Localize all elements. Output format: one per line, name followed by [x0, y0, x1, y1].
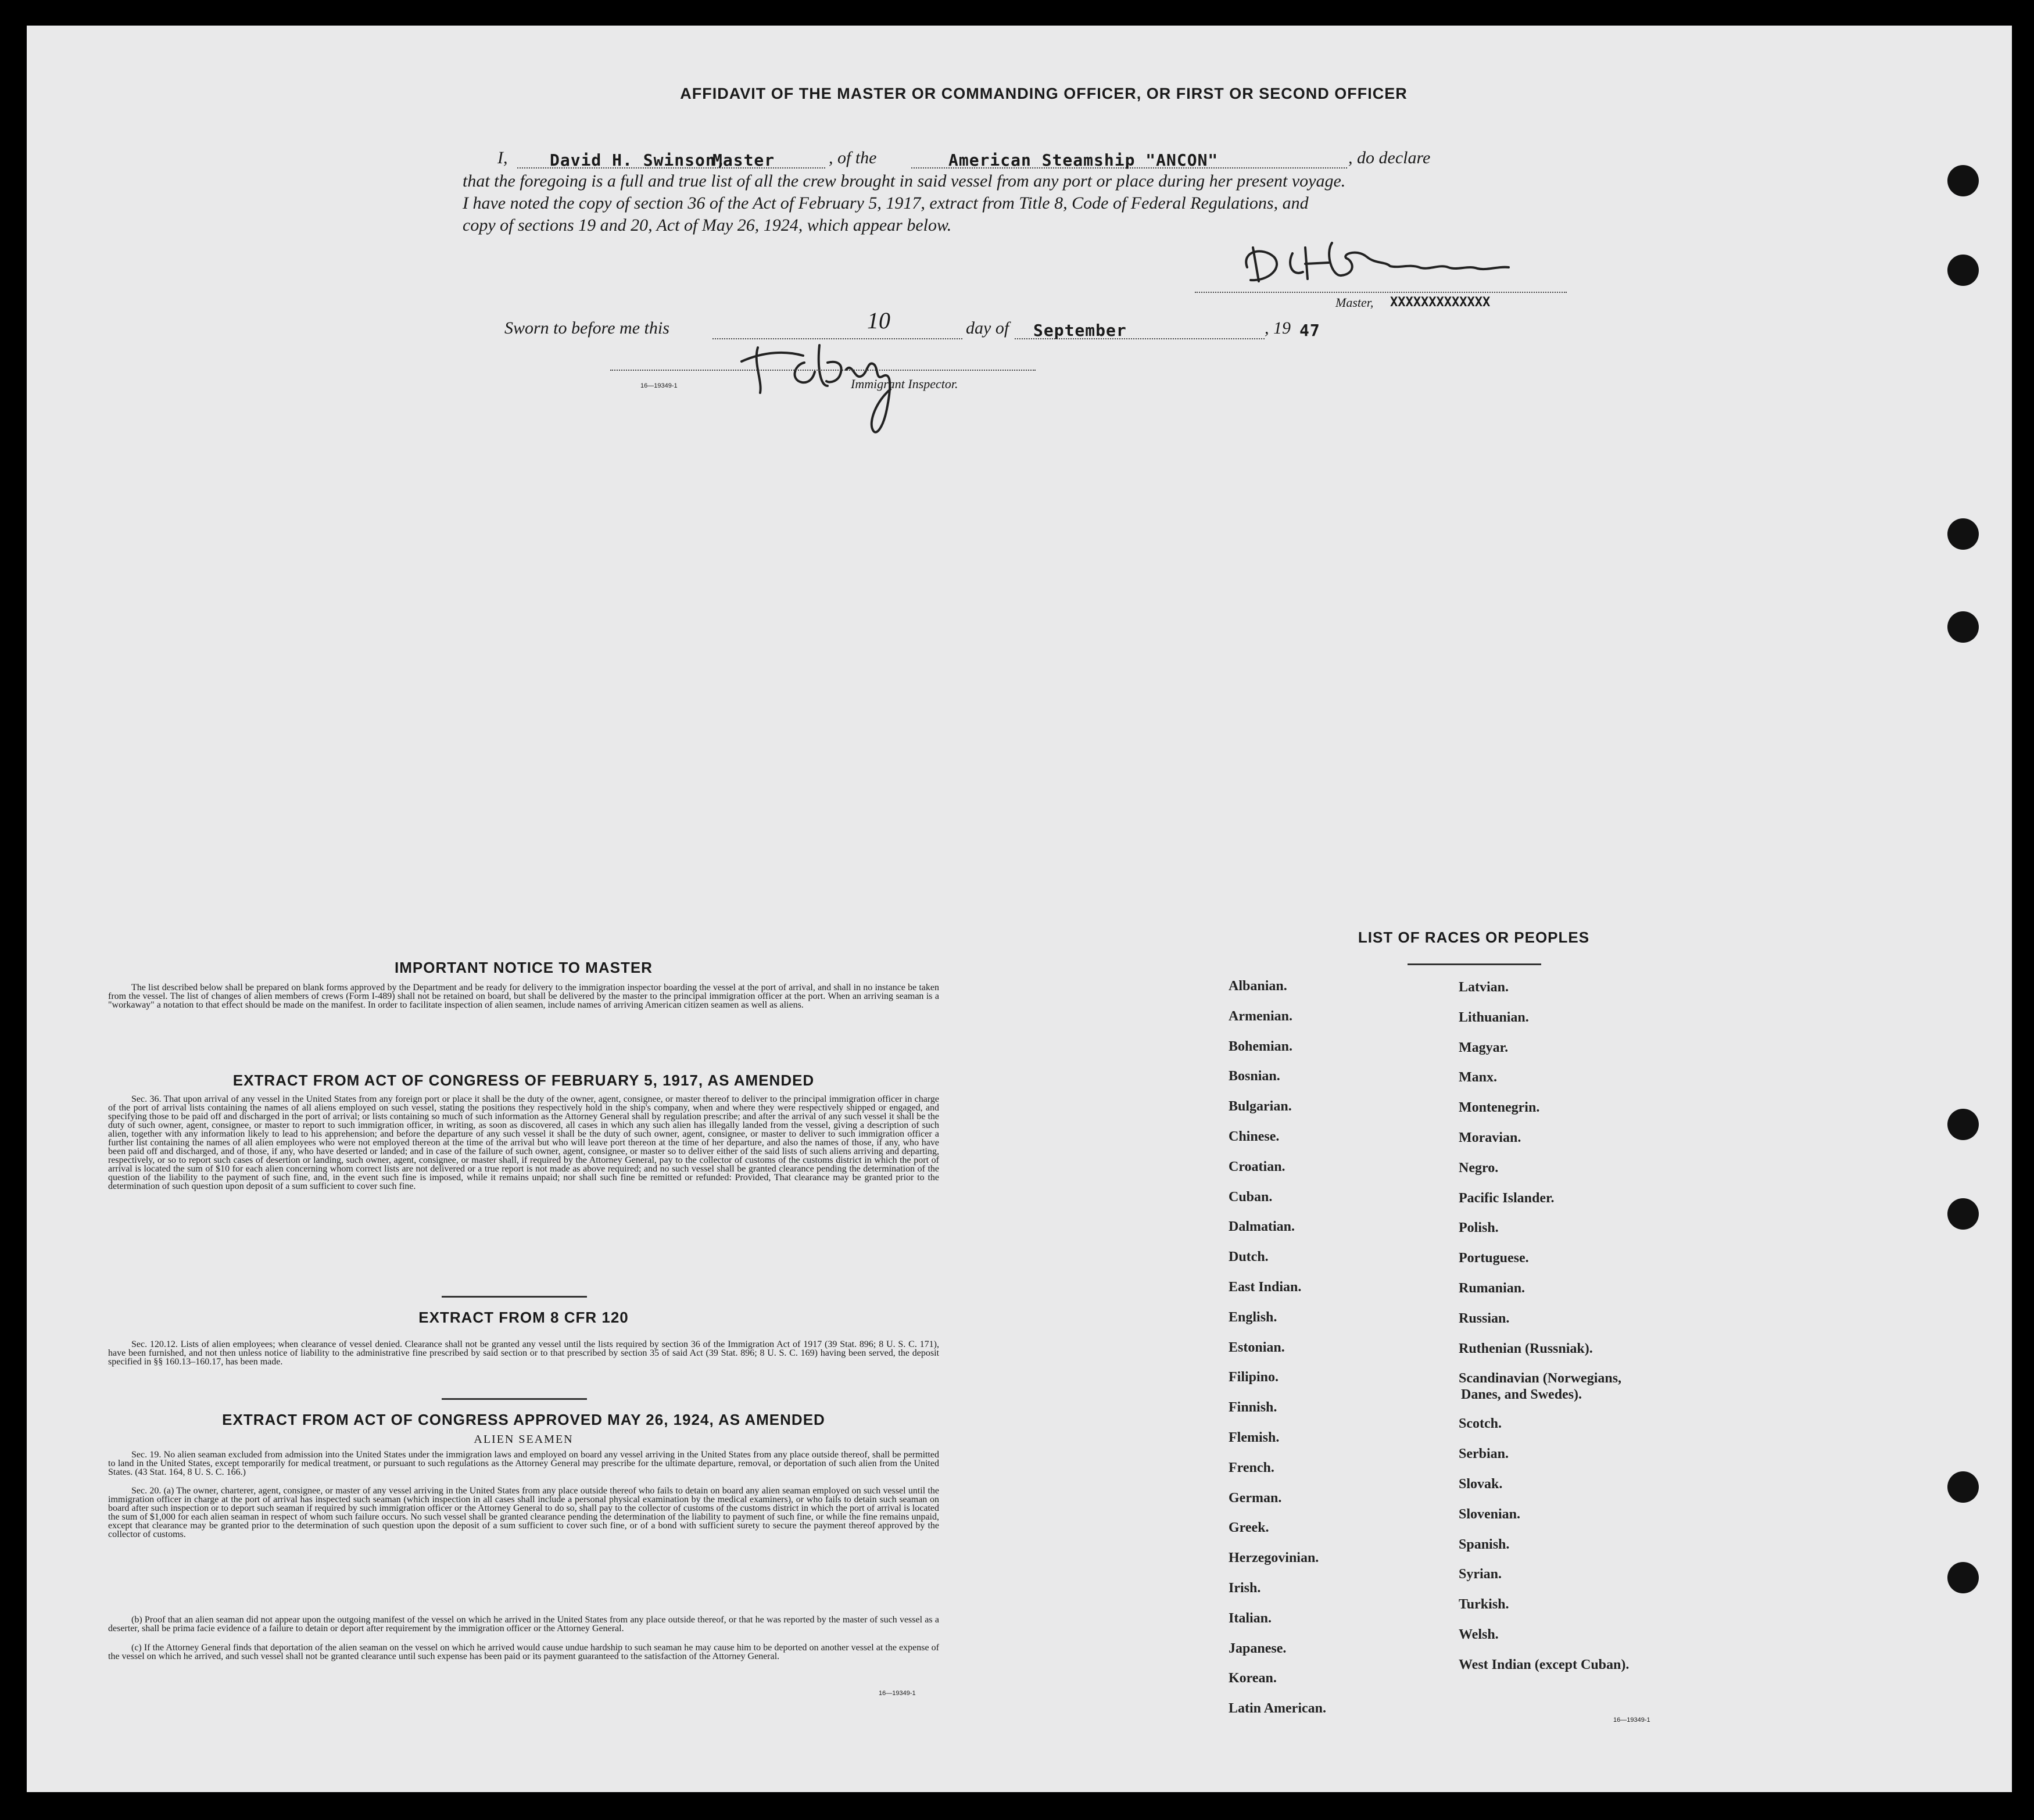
- race-item: Estonian.: [1229, 1339, 1285, 1355]
- race-item: West Indian (except Cuban).: [1459, 1657, 1630, 1672]
- race-item: Danes, and Swedes).: [1461, 1387, 1582, 1403]
- punch-hole: [1947, 165, 1979, 196]
- race-item: Moravian.: [1459, 1130, 1521, 1145]
- notice-text: The list described below shall be prepared on blank forms approved by the Department and be ready for delivery to the immigration inspector boarding the vessel at the port of arrival, and shall in no instance be taken from the vessel. The list of changes of alien members of crews (Form I-489) shall not be retained on board, but shall be delivered by the master to the principal immigration officer at the port. When an arriving seaman is a "workaway" a notation to that effect should be made on the manifest. In order to facilitate inspection of alien seamen, include names of arriving American citizen seamen as well as aliens.: [108, 983, 939, 1010]
- race-item: Syrian.: [1459, 1567, 1502, 1582]
- master-signature: [1218, 230, 1532, 294]
- race-item: Lithuanian.: [1459, 1009, 1529, 1025]
- race-item: Filipino.: [1229, 1370, 1279, 1385]
- punch-hole: [1947, 518, 1979, 550]
- race-item: Italian.: [1229, 1610, 1272, 1626]
- of-the-label: , of the: [829, 148, 877, 167]
- race-item: Scandinavian (Norwegians,: [1459, 1371, 1622, 1387]
- race-item: Irish.: [1229, 1581, 1261, 1596]
- race-item: Spanish.: [1459, 1536, 1510, 1552]
- document-page: [27, 26, 2012, 1792]
- race-item: East Indian.: [1229, 1280, 1302, 1295]
- affidavit-title: AFFIDAVIT OF THE MASTER OR COMMANDING OFFICER, OR FIRST OR SECOND OFFICER: [680, 85, 1408, 102]
- race-item: French.: [1229, 1460, 1274, 1475]
- master-label: Master,: [1335, 295, 1374, 310]
- extract-1917-text: Sec. 36. That upon arrival of any vessel in the United States from any foreign port or place it shall be the duty of the owner, agent, consignee, or master thereof to deliver to the principal immigration officer in charge of the port of arrival lists containing the names of all aliens employed on such vessel, stating the positions they respectively hold in the ship's company, when and where they were respectively shipped or engaged, and specifying those to be paid off and discharged in the port of arrival; or lists containing so much of such information as the Attorney General shall by regulation prescribe; and after the arrival of any such vessel it shall be the duty of such owner, agent, consignee, or master to report to such immigration officer, in writing, as soon as discovered, all cases in which any such alien has illegally landed from the vessel, giving a description of such alien, together with any information likely to lead to his apprehension; and before the departure of any such vessel it shall be the duty of such owner, agent, consignee, or master to deliver to such immigration officer a further list containing the names of all alien employees who were not employed thereon at the time of the arrival but who will leave port thereon at the time of her departure, and also the names of those, if any, who have been paid off and discharged, and of those, if any, who have deserted or landed; and in case of the failure of such owner, agent, consignee, or master so to deliver either of the said lists of such aliens arriving and departing, respectively, or so to report such cases of desertion or landing, such owner, agent, consignee, or master shall, if required by the Attorney General, pay to the collector of customs of the customs district in which the port of arrival is located the sum of $10 for each alien concerning whom correct lists are not delivered or a true report is not made as above required; and no such vessel shall be granted clearance pending the determination of the question of the liability to the payment of such fine, and, in the event such fine is imposed, while it remains unpaid; nor shall such fine be remitted or refunded: Provided, That clearance may be granted prior to the determination of such question upon deposit of a sum sufficient to cover such fine.: [108, 1094, 939, 1191]
- race-item: Bosnian.: [1229, 1069, 1280, 1084]
- race-item: Dalmatian.: [1229, 1219, 1295, 1235]
- race-item: Bulgarian.: [1229, 1099, 1292, 1115]
- declaration-line-3: I have noted the copy of section 36 of the Act of February 5, 1917, extract from Title 8, Code of Federal Regulations, and: [463, 194, 1309, 213]
- extract-1924-title: EXTRACT FROM ACT OF CONGRESS APPROVED MAY 26, 1924, AS AMENDED: [222, 1411, 825, 1428]
- race-item: Rumanian.: [1459, 1281, 1526, 1296]
- punch-hole: [1947, 1198, 1979, 1230]
- day-of-label: day of: [966, 318, 1009, 338]
- declaration-line-2: that the foregoing is a full and true list of all the crew brought in said vessel from any port or place during her present voyage.: [463, 171, 1346, 191]
- races-form-code: 16—19349-1: [1613, 1717, 1650, 1724]
- race-item: Latvian.: [1459, 980, 1509, 995]
- race-item: Portuguese.: [1459, 1251, 1529, 1266]
- alien-seamen-subtitle: ALIEN SEAMEN: [474, 1433, 574, 1446]
- race-item: Latin American.: [1229, 1701, 1326, 1717]
- i-word: I,: [497, 148, 508, 167]
- race-item: Serbian.: [1459, 1446, 1509, 1462]
- race-item: Herzegovinian.: [1229, 1550, 1319, 1566]
- race-item: Greek.: [1229, 1520, 1269, 1536]
- extract-cfr-title: EXTRACT FROM 8 CFR 120: [418, 1309, 629, 1326]
- sec19-text: Sec. 19. No alien seaman excluded from admission into the United States under the immigration laws and employed on board any vessel arriving in the United States from any place outside thereof, shall be permitted to land in the United States, except temporarily for medical treatment, or pursuant to such regulations as the Attorney General may prescribe for the ultimate departure, removal, or deportation of such alien from the United States. (43 Stat. 164, 8 U. S. C. 166.): [108, 1450, 939, 1477]
- year-prefix: , 19: [1265, 318, 1291, 338]
- inspector-label: Immigrant Inspector.: [851, 377, 958, 391]
- sec20a-text: Sec. 20. (a) The owner, charterer, agent, consignee, or master of any vessel arriving in the United States from any place outside thereof who fails to detain on board any alien seaman employed on such vessel until the immigration officer in charge at the port of arrival has inspected such seaman (which inspection in all cases shall include a personal physical examination by the medical examiners), or who fails to detain such seaman on board after such inspection or to deport such seaman if required by such immigration officer or the Attorney General to do so, shall pay to the collector of customs of the customs district in which the port of arrival is located the sum of $1,000 for each alien seaman in respect of whom such failure occurs. No such vessel shall be granted clearance pending the determination of the liability to payment of such fine, or while the fine remains unpaid, except that clearance may be granted prior to the determination of such question upon the deposit of a sum sufficient to cover such fine, or of a bond with sufficient surety to secure the payment thereof approved by the collector of customs.: [108, 1486, 939, 1539]
- punch-hole: [1947, 255, 1979, 286]
- vessel-name: American Steamship "ANCON": [948, 151, 1219, 170]
- race-item: Ruthenian (Russniak).: [1459, 1341, 1593, 1356]
- affidavit-form-code: 16—19349-1: [640, 382, 678, 389]
- race-item: Russian.: [1459, 1310, 1510, 1326]
- sec20b-text: (b) Proof that an alien seaman did not appear upon the outgoing manifest of the vessel on which he arrived in the United States from any place outside thereof, or that he was reported by the master of such vessel as a deserter, shall be prima facie evidence of a failure to detain or deport after requirement by the immigration officer or the Attorney General.: [108, 1615, 939, 1633]
- do-declare-label: , do declare: [1348, 148, 1431, 167]
- race-item: Pacific Islander.: [1459, 1190, 1555, 1206]
- race-item: Cuban.: [1229, 1189, 1273, 1205]
- race-item: Negro.: [1459, 1160, 1499, 1176]
- race-item: Flemish.: [1229, 1430, 1280, 1445]
- master-rank: Master: [712, 151, 775, 170]
- punch-hole: [1947, 1562, 1979, 1593]
- race-item: Japanese.: [1229, 1640, 1287, 1656]
- punch-hole: [1947, 611, 1979, 643]
- sec20c-text: (c) If the Attorney General finds that deportation of the alien seaman on the vessel on which he arrived would cause undue hardship to such seaman he may cause him to be deported on another vessel at the expense of the vessel on which he arrived, and such vessel shall not be granted clearance until such expense has been paid or its payment guaranteed to the satisfaction of the Attorney General.: [108, 1643, 939, 1661]
- declaration-line-1: [463, 146, 1764, 170]
- race-item: English.: [1229, 1309, 1277, 1325]
- races-title: LIST OF RACES OR PEOPLES: [1358, 929, 1590, 946]
- extract-form-code: 16—19349-1: [879, 1690, 916, 1697]
- race-item: Polish.: [1459, 1220, 1499, 1236]
- sworn-year: 47: [1299, 321, 1320, 340]
- master-name: David H. Swinson,: [550, 151, 726, 170]
- race-item: Manx.: [1459, 1070, 1497, 1085]
- race-item: Scotch.: [1459, 1416, 1502, 1432]
- race-item: Magyar.: [1459, 1040, 1509, 1055]
- notice-title: IMPORTANT NOTICE TO MASTER: [395, 959, 653, 976]
- extract-1917-title: EXTRACT FROM ACT OF CONGRESS OF FEBRUARY 5, 1917, AS AMENDED: [232, 1072, 815, 1089]
- punch-hole: [1947, 1471, 1979, 1503]
- race-item: Chinese.: [1229, 1129, 1280, 1144]
- race-item: Slovenian.: [1459, 1506, 1521, 1522]
- race-item: Croatian.: [1229, 1159, 1285, 1174]
- declaration-line-4: copy of sections 19 and 20, Act of May 26, 1924, which appear below.: [463, 216, 952, 235]
- sworn-day: 10: [867, 307, 890, 334]
- race-item: German.: [1229, 1490, 1282, 1506]
- race-item: Finnish.: [1229, 1400, 1277, 1416]
- sworn-label: Sworn to before me this: [504, 318, 669, 338]
- extract-cfr-text: Sec. 120.12. Lists of alien employees; when clearance of vessel denied. Clearance shall not be granted any vessel until the lists required by section 36 of the Immigration Act of 1917 (39 Stat. 896; 8 U. S. C. 171), have been furnished, and not then unless notice of liability to the administrative fine prescribed by said section or to that prescribed by section 35 of said Act (39 Stat. 896; 8 U. S. C. 169) having been served, the deposit specified in §§ 160.13–160.17, has been made.: [108, 1339, 939, 1367]
- race-item: Armenian.: [1229, 1008, 1292, 1024]
- race-item: Albanian.: [1229, 979, 1287, 994]
- race-item: Dutch.: [1229, 1249, 1269, 1265]
- struck-title: XXXXXXXXXXXXX: [1390, 295, 1491, 310]
- race-item: Korean.: [1229, 1671, 1277, 1686]
- sworn-month: September: [1033, 321, 1127, 340]
- race-item: Montenegrin.: [1459, 1100, 1540, 1116]
- race-item: Welsh.: [1459, 1627, 1499, 1642]
- race-item: Slovak.: [1459, 1477, 1503, 1492]
- race-item: Turkish.: [1459, 1597, 1509, 1613]
- punch-hole: [1947, 1109, 1979, 1140]
- race-item: Bohemian.: [1229, 1038, 1293, 1054]
